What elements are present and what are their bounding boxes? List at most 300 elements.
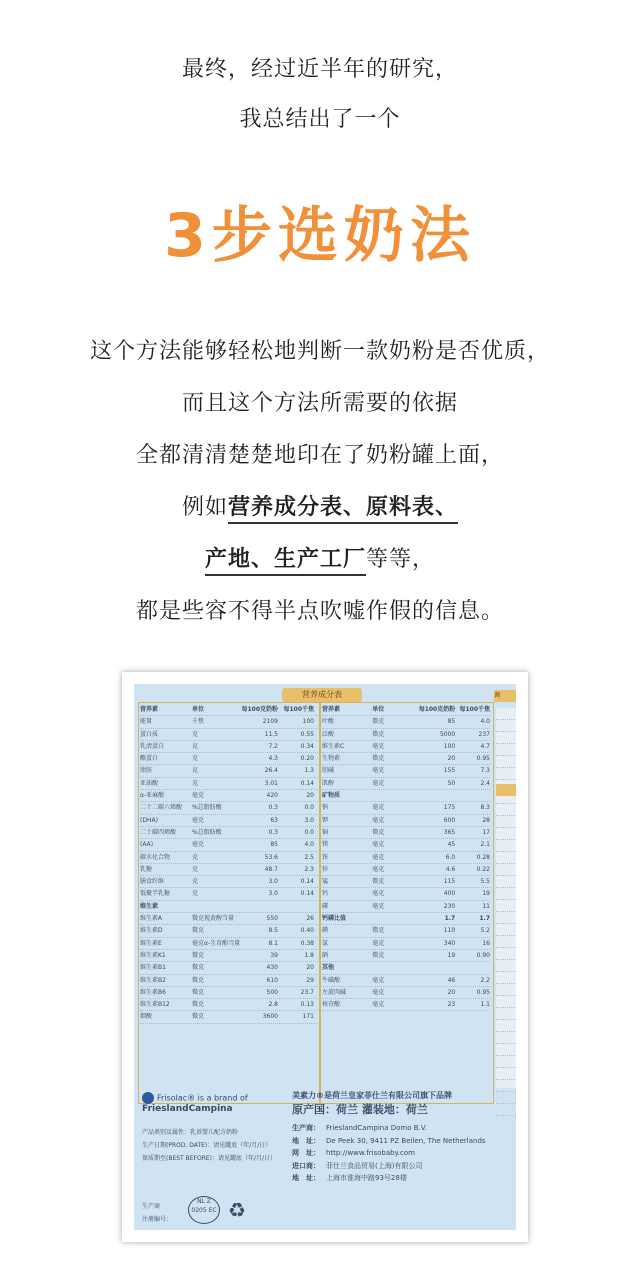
right-table-cell: 其他 [322,964,335,972]
info-left-line: 保质期至(BEST BEFORE)：请见罐底（年/月/日） [142,1155,277,1162]
left-table-cell: 2109 [262,718,278,726]
right-table-cell: 20 [447,988,456,996]
left-table-cell: 克 [192,779,199,787]
left-table-cell: 维生素B6 [140,988,166,996]
right-table-cell: 155 [443,767,456,775]
left-table-row [140,901,318,913]
side-strip-row [496,996,516,1008]
left-table-cell: 微克 [192,951,205,959]
left-table-cell: 乳清蛋白 [140,742,165,750]
origin-text: 原产国：荷兰 灌装地：荷兰 [292,1103,428,1116]
left-table-cell: 0.14 [300,890,314,898]
left-table-row [140,802,318,814]
info-key: 网 址： [292,1149,320,1157]
left-table-cell: α-亚麻酸 [140,792,165,800]
left-table-cell: 420 [266,792,278,800]
right-table-cell: 340 [443,939,456,947]
left-table-row [140,999,318,1011]
left-table-cell: 二十二碳六烯酸 [140,804,183,812]
side-strip-row [496,756,516,768]
left-table-cell: 3.0 [268,890,278,898]
right-table-cell: 175 [443,804,456,812]
right-table-cell: 365 [443,828,456,836]
right-table-cell: 毫克 [372,767,385,775]
right-table-cell: 0.95 [476,755,490,763]
body-line-6: 都是些容不得半点吹嘘作假的信息。 [135,599,504,624]
left-table-cell: 8.1 [268,939,278,947]
right-table-cell: 230 [443,902,456,910]
side-strip-row [496,960,516,972]
body-line-5 [0,540,640,592]
nutrition-table-title: 营养成分表 [282,688,362,702]
nl-ec-mark-icon: NL Z 0205 EC [188,1196,220,1224]
left-table-row [140,852,318,864]
left-table-cell: 0.40 [300,927,314,935]
right-table-row [322,962,490,974]
right-table-cell: 4.0 [480,718,490,726]
right-table-cell: 毫克 [372,804,385,812]
left-table-cell: 微克 [192,1013,205,1021]
left-table-cell: 26.4 [264,767,278,775]
right-table-cell: 微克 [372,951,385,959]
left-table-cell: (DHA) [140,816,158,824]
left-table-cell: 脂肪 [140,767,153,775]
right-table-cell: 7.3 [480,767,490,775]
left-table-cell: 能量 [140,718,153,726]
right-table-cell: 16 [482,939,490,947]
recycle-icon: ♻ [228,1198,246,1222]
info-key: 地 址： [292,1174,320,1182]
product-info-left [142,1126,282,1165]
side-strip-row [496,828,516,840]
left-table-cell: 烟酸 [140,1013,153,1021]
left-table-cell: 维生素B1 [140,964,166,972]
right-table-row [322,778,490,790]
left-table-cell: 0.13 [300,1001,314,1009]
side-strip-row [496,876,516,888]
left-table-row [140,925,318,937]
side-strip-row [496,888,516,900]
left-table-cell: 0.14 [300,779,314,787]
right-table-cell: 泛酸 [322,730,335,738]
right-table-row [322,729,490,741]
left-table-cell: 0.0 [304,804,314,812]
right-table-row [322,925,490,937]
right-table-cell: 铜 [322,828,329,836]
side-strip [496,708,516,1088]
right-table-cell: 6.0 [445,853,456,861]
right-table-cell: 毫克 [372,902,385,910]
left-table-cell: 二十碳四烯酸 [140,828,177,836]
right-table-cell [372,913,409,924]
left-table-cell: 63 [270,816,278,824]
right-table-cell: 19 [482,890,490,898]
left-table-cell: 3.0 [304,816,314,824]
right-table-row [322,790,490,802]
right-table-cell: 400 [443,890,456,898]
right-table-cell: 毫克 [372,816,385,824]
info-key: 地 址： [292,1136,320,1145]
left-table-cell: 毫克 [192,816,205,824]
right-table-cell: 4.6 [445,865,456,873]
right-table-cell: 2.1 [480,841,490,849]
left-table-cell: 3.01 [264,779,278,787]
right-table-cell: 维生素C [322,742,345,750]
side-strip-row [496,948,516,960]
left-table-cell: 0.0 [304,828,314,836]
info-value: http://www.frisobaby.com [326,1149,415,1157]
left-table-row [140,876,318,888]
left-table-cell: 膳食纤维 [140,878,165,886]
left-table-row [140,729,318,741]
left-table-cell: 克 [192,742,199,750]
right-table-cell: 肌醇 [322,779,335,787]
right-table-row [322,938,490,950]
left-table-row [140,888,318,900]
right-table-cell: 19 [447,951,456,959]
right-table-row [322,753,490,765]
left-table-row [140,753,318,765]
body-text [0,332,640,644]
side-strip-row [496,840,516,852]
tag-line: 注册编号： [142,1216,173,1223]
right-table-cell: 氯 [322,939,329,947]
right-table-cell: 237 [478,730,490,738]
left-table-cell: 23.7 [300,988,314,996]
info-right-line [292,1172,512,1185]
side-strip-row [496,816,516,828]
side-strip-row [496,1044,516,1056]
left-table-cell: 7.2 [268,742,278,750]
right-table-cell [409,962,455,973]
brand-statement: 美素力®是荷兰皇家菲仕兰有限公司旗下品牌 [292,1091,452,1100]
left-table-cell: 微克 [192,988,205,996]
right-table-cell: 钙 [322,890,329,898]
side-strip-row [496,1008,516,1020]
side-strip-row [496,984,516,996]
left-table-row [140,815,318,827]
side-strip-row [496,732,516,744]
right-table-cell: 17 [482,828,490,836]
product-label-photo [122,672,528,1242]
right-table-cell: 微克 [372,927,385,935]
left-table-cell: 8.5 [268,927,278,935]
left-table-row [140,913,318,925]
left-table-cell: 26 [306,915,314,923]
side-strip-row [496,1020,516,1032]
right-table-cell: 碘 [322,927,329,935]
info-key: 生产商： [292,1124,320,1132]
right-table-cell: 微克 [372,828,385,836]
left-table-row [140,987,318,999]
body-line-2: 而且这个方法所需要的依据 [181,391,458,416]
left-table-cell: 3.0 [268,878,278,886]
right-table-cell: 5000 [439,730,456,738]
side-strip-row [496,936,516,948]
side-strip-row [496,852,516,864]
side-strip-row [496,912,516,924]
left-table-cell: 克 [192,878,199,886]
left-table-cell: 亚油酸 [140,779,159,787]
right-table-row [322,839,490,851]
right-table-cell: 1.1 [480,1001,490,1009]
info-left-line: 生产日期(PROD. DATE)：请见罐底（年/月/日） [142,1142,272,1149]
side-tab-2 [496,784,516,796]
right-table-cell [455,962,490,973]
right-table-row [322,950,490,962]
right-table-cell: 11 [482,902,490,910]
right-table-cell: 每100克奶粉 [418,706,456,713]
left-table-cell: 克 [192,890,199,898]
right-table-cell: 0.95 [476,988,490,996]
info-value: 上海市淮海中路93号28楼 [326,1174,407,1182]
certification-logos [188,1196,278,1226]
left-table-cell: 微克 [192,976,205,984]
info-value: 菲仕兰食品贸易(上海)有限公司 [326,1161,423,1170]
right-table-cell: 营养素 [322,706,341,713]
right-table-cell: 1.7 [444,915,456,923]
right-table-cell: 5.2 [480,927,490,935]
right-table-cell: 45 [447,841,456,849]
right-table-row [322,827,490,839]
intro-text [0,52,640,152]
right-table-cell [455,790,490,801]
left-table-cell: 微克 [192,964,205,972]
right-table-row [322,987,490,999]
highlight-nutrition-ingredients: 营养成分表、原料表、 [228,495,458,524]
left-table-cell: 48.7 [264,865,278,873]
right-table-cell: 毫克 [372,853,385,861]
info-value: FrieslandCampina Domo B.V. [326,1124,427,1132]
left-table-cell: (AA) [140,841,154,849]
right-table-row [322,864,490,876]
info-right-line [292,1135,512,1148]
info-right-line [292,1122,512,1135]
headline: 3步选奶法 [164,201,476,271]
right-table-row [322,888,490,900]
left-table-cell: 1.8 [304,951,314,959]
left-table-row [140,962,318,974]
right-table-cell: 115 [443,878,456,886]
left-table-cell: 0.20 [300,755,314,763]
left-table-cell: 碳水化合物 [140,853,171,861]
info-value: De Peek 30, 9411 PZ Beilen, The Netherlands [326,1136,486,1145]
side-tab: 调 [494,690,516,702]
info-left-line: 产品类别及属性：乳基婴儿配方奶粉 [142,1129,239,1136]
side-strip-row [496,768,516,780]
right-table-cell: 2.2 [480,976,490,984]
left-table-row [140,790,318,802]
right-table-cell [409,790,455,801]
left-table-cell: 乳糖 [140,865,153,873]
right-table-cell: 毫克 [372,779,385,787]
right-table-row [322,901,490,913]
side-strip-row [496,900,516,912]
right-table-cell: 8.3 [480,804,490,812]
right-table-cell: 0.90 [476,951,490,959]
left-table-cell: 毫克 [192,841,205,849]
right-table-cell [372,790,409,801]
left-table-cell: 维生素K1 [140,951,166,959]
left-table-cell: 维生素D [140,927,163,935]
side-strip-row [496,924,516,936]
right-table-cell: 生物素 [322,755,341,763]
right-table-cell: 钾 [322,816,329,824]
left-table-cell [192,901,230,912]
right-table-cell: 牛磺酸 [322,976,341,984]
right-table-cell: 钠 [322,804,329,812]
left-table-cell: 维生素B2 [140,976,166,984]
right-table-cell: 微克 [372,755,385,763]
side-strip-row [496,1068,516,1080]
right-table-row [322,999,490,1011]
left-table-cell: %总脂肪酸 [192,804,222,812]
left-table-cell: 0.3 [268,828,278,836]
left-table-cell: 500 [266,988,278,996]
left-table-cell: 1.3 [304,767,314,775]
left-table-cell: 4.0 [304,841,314,849]
right-table-cell: 左旋肉碱 [322,988,347,996]
left-table-row [140,716,318,728]
left-table-row [140,827,318,839]
left-table-cell: 85 [270,841,278,849]
left-table-row [140,938,318,950]
right-table-cell: 钙磷比值 [322,915,347,923]
body-line-3: 全都清清楚楚地印在了奶粉罐上面， [135,443,504,468]
info-key: 进口商： [292,1161,320,1170]
left-table-cell: 克 [192,865,199,873]
right-table-row [322,741,490,753]
highlight-origin-factory: 产地、生产工厂 [205,547,366,576]
left-table-cell: 克 [192,755,199,763]
info-right-line [292,1147,512,1160]
side-strip-row [496,720,516,732]
right-table-cell [372,962,409,973]
right-table-row [322,765,490,777]
left-table-cell: 毫克α-生育酚当量 [192,939,241,947]
right-table-cell: 微克 [372,878,385,886]
right-table-cell: 5.5 [480,878,490,886]
body-line-4 [0,488,640,540]
right-table-cell: 28 [482,816,490,824]
right-table-row [322,975,490,987]
right-table-cell: 胆碱 [322,767,335,775]
left-table-cell: 0.34 [300,742,314,750]
nutrition-table-left [140,704,318,1024]
left-table-cell: 3600 [262,1013,278,1021]
left-table-row [140,765,318,777]
left-table-row [140,975,318,987]
left-table-cell: 维生素B12 [140,1001,170,1009]
side-strip-row [496,1056,516,1068]
right-table-row [322,852,490,864]
right-table-cell: 毫克 [372,742,385,750]
right-table-cell: 核苷酸 [322,1001,341,1009]
nutrition-table-right [322,704,490,1011]
right-table-cell: 毫克 [372,976,385,984]
side-strip-row [496,708,516,720]
right-table-cell: 镁 [322,841,329,849]
right-table-cell: 毫克 [372,890,385,898]
left-table-cell: 维生素A [140,915,163,923]
left-table-row [140,778,318,790]
right-table-row [322,913,490,925]
right-table-cell: 23 [447,1001,456,1009]
side-strip-row [496,804,516,816]
left-table-row [140,839,318,851]
tag-line: 生产商 [142,1203,161,1210]
left-table-cell: 610 [266,976,278,984]
right-table-cell: 毫克 [372,865,385,873]
right-table-cell: 600 [443,816,456,824]
left-table-cell: 维生素 [140,902,159,910]
right-table-row [322,802,490,814]
right-table-cell: 毫克 [372,841,385,849]
info-right-line [292,1160,512,1173]
right-table-cell: 单位 [372,706,385,713]
product-info-right [292,1122,512,1185]
left-table-cell: 单位 [192,706,205,713]
side-strip-row [496,744,516,756]
frieslandcampina-logo-icon [142,1092,154,1104]
right-table-row [322,716,490,728]
right-table-header [322,704,490,716]
right-table-cell: 0.28 [476,853,490,861]
left-table-cell: 100 [302,718,314,726]
body-line-4-prefix: 例如 [181,495,228,520]
brand-line-1: Frisolac® is a brand of [157,1093,248,1103]
left-table-cell: 11.5 [264,730,278,738]
right-table-cell: 毫克 [372,988,385,996]
side-strip-row [496,972,516,984]
left-table-cell: 每100千焦 [283,706,314,713]
intro-line-1: 最终，经过近半年的研究， [181,57,458,82]
left-table-row [140,741,318,753]
left-table-cell: 蛋白质 [140,730,159,738]
left-table-cell: 营养素 [140,706,159,713]
left-table-cell: 毫克 [192,792,205,800]
left-table-cell: 550 [266,915,278,923]
right-table-cell: 每100千焦 [459,706,490,713]
can-label [134,684,516,1230]
left-table-cell: 0.38 [300,939,314,947]
left-table-cell: 克 [192,730,199,738]
left-table-cell: 0.55 [300,730,314,738]
left-table-cell: 维生素E [140,939,162,947]
left-table-cell: 430 [266,964,278,972]
left-table-cell: 每100克奶粉 [241,706,278,713]
left-table-cell: 酪蛋白 [140,755,159,763]
right-table-cell: 铁 [322,853,329,861]
right-table-row [322,876,490,888]
left-table-cell: 2.3 [304,865,314,873]
left-table-cell: 低聚半乳糖 [140,890,171,898]
left-table-cell: %总脂肪酸 [192,828,222,836]
right-table-cell: 叶酸 [322,718,335,726]
body-line-5-suffix: 等等， [366,547,436,572]
right-table-cell: 1.7 [479,915,490,923]
right-table-cell: 0.22 [476,865,490,873]
left-table-cell: 微克 [192,1001,205,1009]
brand-block [142,1092,282,1114]
side-strip-row [496,864,516,876]
right-table-cell: 磷 [322,902,329,910]
right-table-row [322,815,490,827]
body-line-1: 这个方法能够轻松地判断一款奶粉是否优质， [89,339,550,364]
right-table-cell: 4.7 [480,742,490,750]
left-table-header [140,704,318,716]
left-table-cell [230,901,278,912]
